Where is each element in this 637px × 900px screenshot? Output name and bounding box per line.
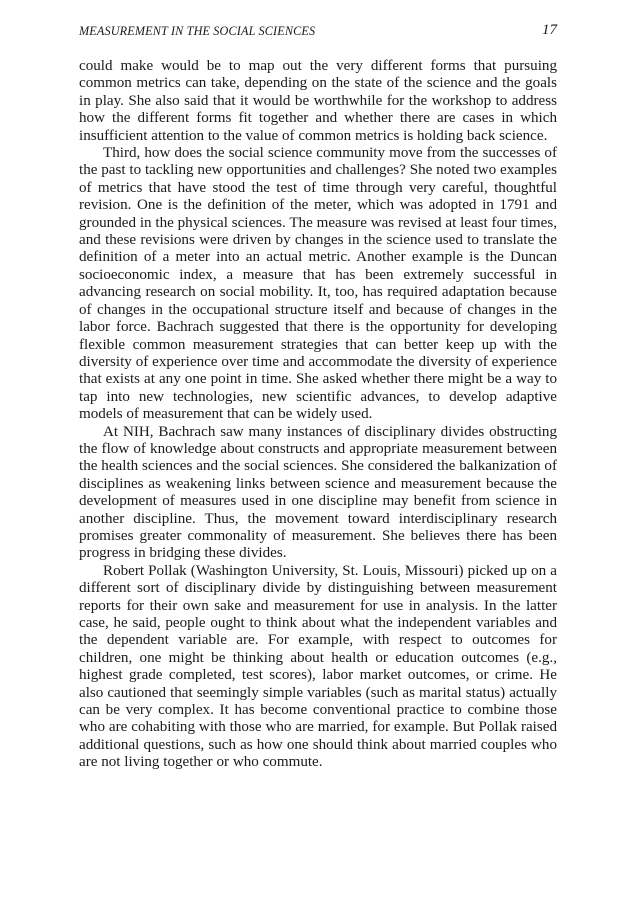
paragraph-third-question: Third, how does the social science community move from the successes of the past to tackling new opportunities and challenges? She noted two examples of metrics that have stood the test of time through very careful, thoughtful revision. One is the definition of the meter, which was adopted in 1791 and grounded in the physical sciences. The measure was revised at least four times, and these revisions were driven by changes in the science used to translate the definition of a meter into an actual metric. Another example is the Duncan socioeconomic index, a measure that has been extremely successful in advancing research on social mobility. It, too, has required adaptation because of changes in the occupational structure itself and because of changes in the labor force. Bachrach suggested that there is the opportunity for developing flexible common measurement strategies that can better keep up with the diversity of experience over time and accommodate the diversity of experience that exists at any one point in time. She asked whether there might be a way to tap into new technologies, new scientific advances, to develop adaptive models of measurement that can be widely used. bbox=[79, 145, 557, 423]
paragraph-nih-divides: At NIH, Bachrach saw many instances of disciplinary divides obstructing the flow of knowledge about constructs and appropriate measurement between the health sciences and the social sciences. She considered the balkanization of disciplines as weakening links between science and measurement because the development of measures used in one discipline may benefit from science in another discipline. Thus, the movement toward interdisciplinary research promises greater commonality of measurement. She believes there has been progress in bridging these divides. bbox=[79, 423, 557, 562]
body-text bbox=[79, 58, 557, 772]
page-number: 17 bbox=[542, 22, 557, 38]
paragraph-pollak: Robert Pollak (Washington University, St. Louis, Missouri) picked up on a different sort of disciplinary divide by distinguishing between measurement reports for their own sake and measurement for use in analysis. In the latter case, he said, people ought to think about what the independent variables and the dependent variable are. For example, with respect to outcomes for children, one might be thinking about health or education outcomes (e.g., highest grade completed, test scores), labor market outcomes, or crime. He also cautioned that seemingly simple variables (such as marital status) actually can be very complex. It has become conventional practice to combine those who are cohabiting with those who are married, for example. But Pollak raised additional questions, such as how one should think about married couples who are not living together or who commute. bbox=[79, 562, 557, 771]
running-head bbox=[79, 22, 557, 42]
paragraph-continuation: could make would be to map out the very different forms that pursuing common metrics can take, depending on the state of the science and the goals in play. She also said that it would be worthwhile for the workshop to address how the different forms fit together and whether there are cases in which insufficient attention to the value of common metrics is holding back science. bbox=[79, 58, 557, 144]
running-title: MEASUREMENT IN THE SOCIAL SCIENCES bbox=[79, 24, 316, 38]
